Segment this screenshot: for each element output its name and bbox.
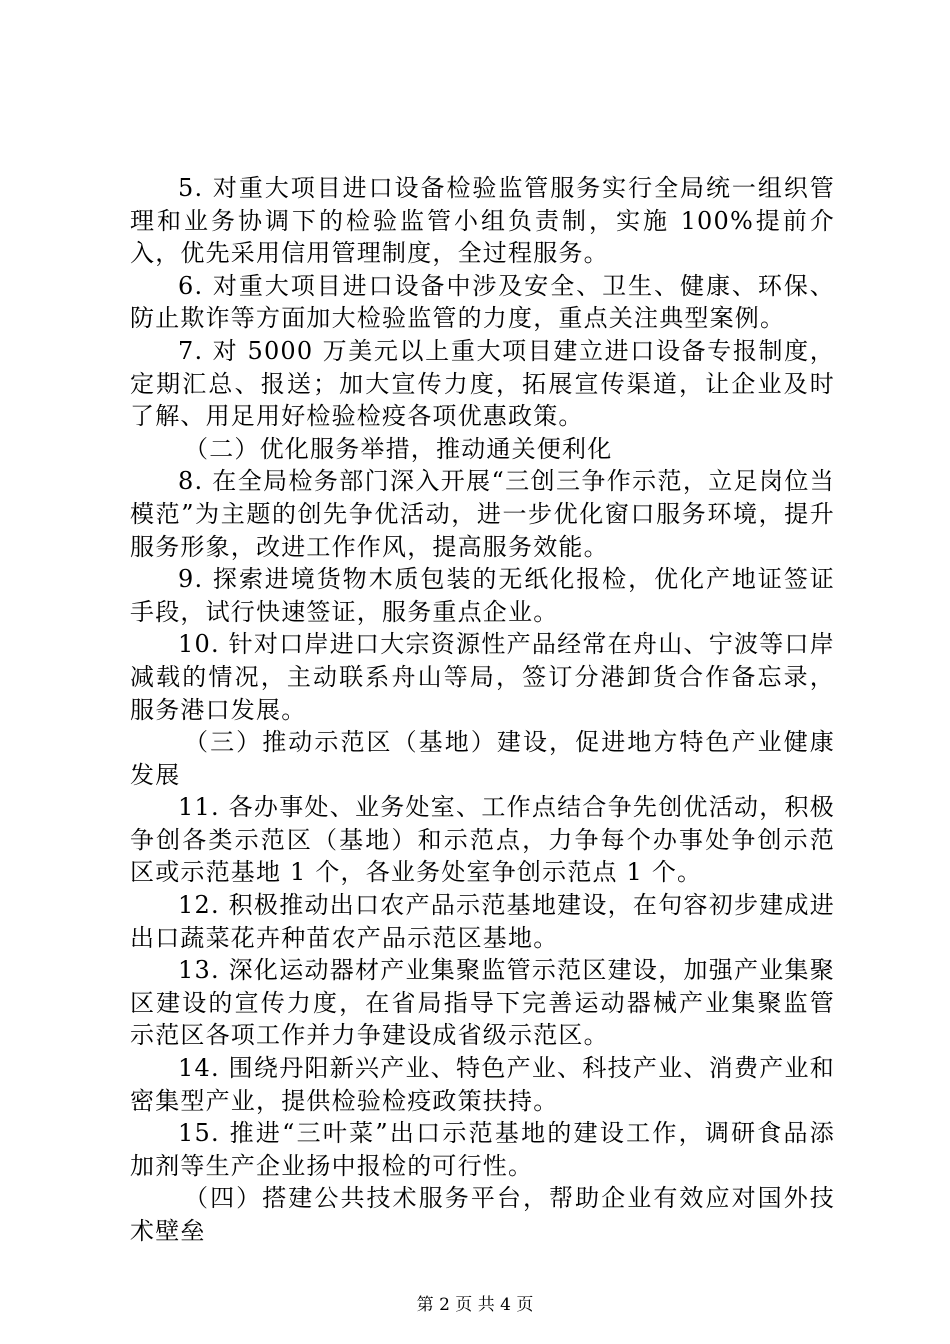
paragraph-item-13: 13. 深化运动器材产业集聚监管示范区建设，加强产业集聚区建设的宣传力度，在省局指导下完善运动器械产业集聚监管示范区各项工作并力争建设成省级示范区。 — [130, 956, 835, 1050]
page-number-footer: 第 2 页 共 4 页 — [416, 1295, 534, 1315]
paragraph-item-7: 7. 对 5000 万美元以上重大项目建立进口设备专报制度，定期汇总、报送；加大宣传力度，拓展宣传渠道，让企业及时了解、用足用好检验检疫各项优惠政策。 — [130, 336, 835, 431]
section-heading-4: （四）搭建公共技术服务平台，帮助企业有效应对国外技术壁垒 — [130, 1184, 835, 1245]
paragraph-item-10: 10. 针对口岸进口大宗资源性产品经常在舟山、宁波等口岸减载的情况，主动联系舟山等局，签订分港卸货合作备忘录，服务港口发展。 — [130, 630, 835, 724]
paragraph-item-5: 5. 对重大项目进口设备检验监管服务实行全局统一组织管理和业务协调下的检验监管小组负责制，实施 100%提前介入，优先采用信用管理制度，全过程服务。 — [130, 174, 835, 268]
section-heading-3: （三）推动示范区（基地）建设，促进地方特色产业健康发展 — [130, 728, 835, 789]
paragraph-item-11: 11. 各办事处、业务处室、工作点结合争先创优活动，积极争创各类示范区（基地）和示范点，力争每个办事处争创示范区或示范基地 1 个，各业务处室争创示范点 1 个。 — [130, 793, 835, 887]
paragraph-item-12: 12. 积极推动出口农产品示范基地建设，在句容初步建成进出口蔬菜花卉种苗农产品示范区基地。 — [130, 891, 835, 952]
document-body — [130, 172, 835, 1248]
paragraph-item-15: 15. 推进“三叶菜”出口示范基地的建设工作，调研食品添加剂等生产企业扬中报检的可行性。 — [130, 1119, 835, 1180]
section-heading-2: （二）优化服务举措，推动通关便利化 — [184, 434, 613, 463]
paragraph-item-14: 14. 围绕丹阳新兴产业、特色产业、科技产业、消费产业和密集型产业，提供检验检疫政策扶持。 — [130, 1054, 835, 1115]
paragraph-item-6: 6. 对重大项目进口设备中涉及安全、卫生、健康、环保、防止欺诈等方面加大检验监管的力度，重点关注典型案例。 — [130, 271, 835, 333]
paragraph-item-8: 8. 在全局检务部门深入开展“三创三争作示范，立足岗位当模范”为主题的创先争优活动，进一步优化窗口服务环境，提升服务形象，改进工作作风，提高服务效能。 — [130, 467, 835, 561]
paragraph-item-9: 9. 探索进境货物木质包装的无纸化报检，优化产地证签证手段，试行快速签证，服务重点企业。 — [130, 565, 835, 626]
